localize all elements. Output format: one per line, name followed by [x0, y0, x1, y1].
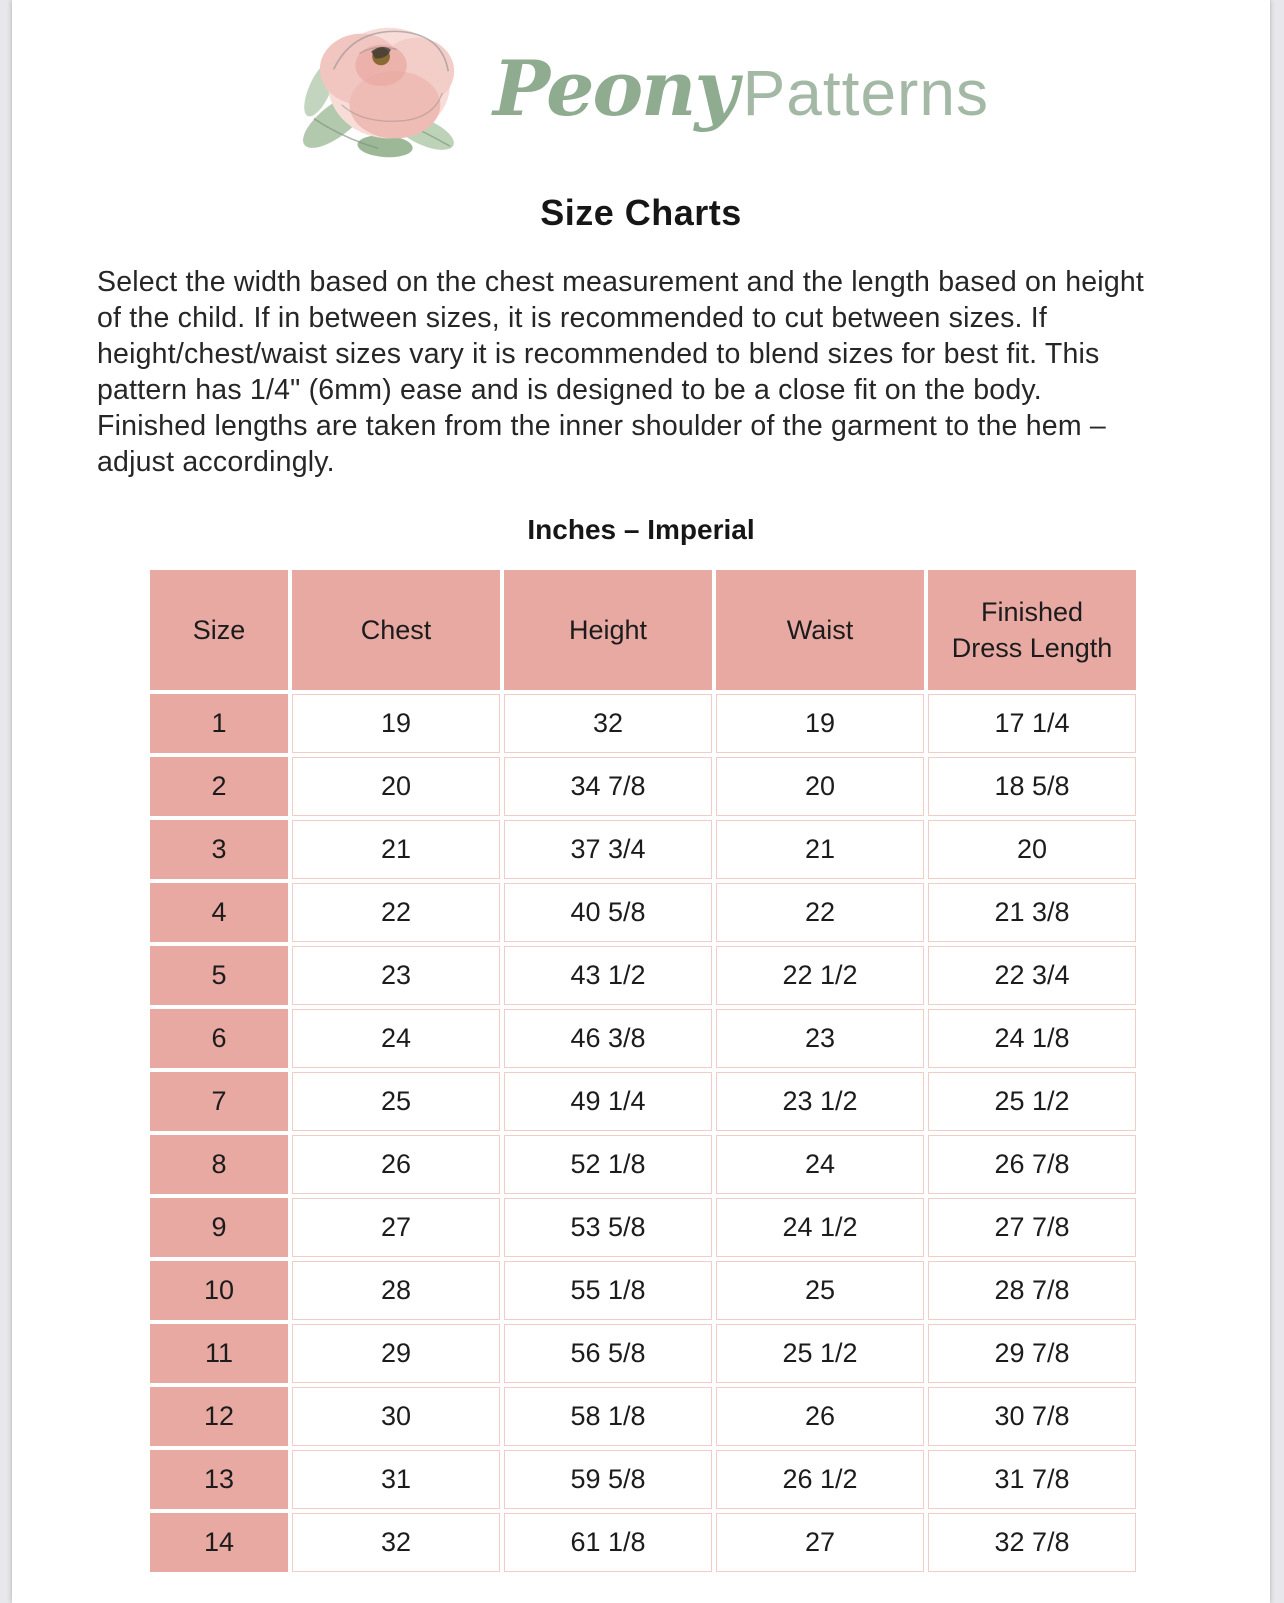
value-cell: 24 — [716, 1135, 924, 1194]
value-cell: 22 3/4 — [928, 946, 1136, 1005]
size-cell: 11 — [150, 1324, 288, 1383]
value-cell: 25 1/2 — [716, 1324, 924, 1383]
table-row — [150, 883, 1136, 942]
value-cell: 20 — [292, 757, 500, 816]
peony-flower-icon — [293, 10, 483, 168]
value-cell: 27 7/8 — [928, 1198, 1136, 1257]
value-cell: 30 — [292, 1387, 500, 1446]
value-cell: 31 — [292, 1450, 500, 1509]
column-header-finished-dress-length: Finished Dress Length — [928, 570, 1136, 690]
brand-name-patterns: Patterns — [742, 57, 989, 129]
value-cell: 22 — [716, 883, 924, 942]
value-cell: 22 1/2 — [716, 946, 924, 1005]
table-row — [150, 1009, 1136, 1068]
value-cell: 21 — [716, 820, 924, 879]
size-cell: 3 — [150, 820, 288, 879]
table-row — [150, 1198, 1136, 1257]
value-cell: 26 1/2 — [716, 1450, 924, 1509]
value-cell: 28 — [292, 1261, 500, 1320]
table-row — [150, 1450, 1136, 1509]
value-cell: 34 7/8 — [504, 757, 712, 816]
brand-name-peony: Peony — [493, 44, 737, 133]
document-page — [12, 0, 1270, 1603]
value-cell: 31 7/8 — [928, 1450, 1136, 1509]
value-cell: 17 1/4 — [928, 694, 1136, 753]
value-cell: 29 — [292, 1324, 500, 1383]
table-row — [150, 820, 1136, 879]
value-cell: 28 7/8 — [928, 1261, 1136, 1320]
value-cell: 24 1/2 — [716, 1198, 924, 1257]
column-header-waist: Waist — [716, 570, 924, 690]
table-row — [150, 694, 1136, 753]
page-title: Size Charts — [540, 192, 742, 233]
value-cell: 22 — [292, 883, 500, 942]
value-cell: 55 1/8 — [504, 1261, 712, 1320]
brand-logo — [12, 0, 1270, 172]
size-cell: 2 — [150, 757, 288, 816]
value-cell: 30 7/8 — [928, 1387, 1136, 1446]
table-row — [150, 757, 1136, 816]
value-cell: 52 1/8 — [504, 1135, 712, 1194]
value-cell: 26 — [716, 1387, 924, 1446]
value-cell: 29 7/8 — [928, 1324, 1136, 1383]
table-row — [150, 1135, 1136, 1194]
value-cell: 20 — [928, 820, 1136, 879]
value-cell: 23 — [292, 946, 500, 1005]
value-cell: 53 5/8 — [504, 1198, 712, 1257]
size-cell: 7 — [150, 1072, 288, 1131]
size-cell: 1 — [150, 694, 288, 753]
value-cell: 26 7/8 — [928, 1135, 1136, 1194]
value-cell: 46 3/8 — [504, 1009, 712, 1068]
size-cell: 9 — [150, 1198, 288, 1257]
size-cell: 4 — [150, 883, 288, 942]
value-cell: 32 — [504, 694, 712, 753]
size-cell: 6 — [150, 1009, 288, 1068]
value-cell: 56 5/8 — [504, 1324, 712, 1383]
value-cell: 32 — [292, 1513, 500, 1572]
size-cell: 10 — [150, 1261, 288, 1320]
table-row — [150, 1261, 1136, 1320]
size-cell: 14 — [150, 1513, 288, 1572]
value-cell: 40 5/8 — [504, 883, 712, 942]
column-header-chest: Chest — [292, 570, 500, 690]
value-cell: 25 1/2 — [928, 1072, 1136, 1131]
table-title: Inches – Imperial — [527, 514, 755, 545]
column-header-size: Size — [150, 570, 288, 690]
value-cell: 21 3/8 — [928, 883, 1136, 942]
value-cell: 19 — [716, 694, 924, 753]
size-cell: 8 — [150, 1135, 288, 1194]
value-cell: 25 — [292, 1072, 500, 1131]
value-cell: 26 — [292, 1135, 500, 1194]
value-cell: 59 5/8 — [504, 1450, 712, 1509]
value-cell: 21 — [292, 820, 500, 879]
value-cell: 20 — [716, 757, 924, 816]
value-cell: 23 — [716, 1009, 924, 1068]
size-cell: 5 — [150, 946, 288, 1005]
value-cell: 61 1/8 — [504, 1513, 712, 1572]
value-cell: 24 — [292, 1009, 500, 1068]
column-header-height: Height — [504, 570, 712, 690]
table-header-row — [150, 570, 1136, 690]
size-cell: 13 — [150, 1450, 288, 1509]
value-cell: 27 — [716, 1513, 924, 1572]
value-cell: 32 7/8 — [928, 1513, 1136, 1572]
value-cell: 37 3/4 — [504, 820, 712, 879]
value-cell: 58 1/8 — [504, 1387, 712, 1446]
value-cell: 18 5/8 — [928, 757, 1136, 816]
table-row — [150, 1387, 1136, 1446]
table-row — [150, 1513, 1136, 1572]
value-cell: 19 — [292, 694, 500, 753]
brand-wordmark — [493, 44, 989, 133]
value-cell: 43 1/2 — [504, 946, 712, 1005]
value-cell: 25 — [716, 1261, 924, 1320]
value-cell: 27 — [292, 1198, 500, 1257]
value-cell: 23 1/2 — [716, 1072, 924, 1131]
intro-paragraph: Select the width based on the chest measurement and the length based on height of the child. If in between sizes, it is recommended to cut between sizes. If height/chest/waist sizes vary it is recommended to blend sizes for best fit. This pattern has 1/4" (6mm) ease and is designed to be a close fit on the body. Finished lengths are taken from the inner shoulder of the garment to the hem – adjust accordingly. — [97, 266, 1145, 478]
value-cell: 49 1/4 — [504, 1072, 712, 1131]
table-row — [150, 1072, 1136, 1131]
size-chart-table — [146, 566, 1140, 1576]
table-row — [150, 1324, 1136, 1383]
table-body — [150, 694, 1136, 1572]
value-cell: 24 1/8 — [928, 1009, 1136, 1068]
table-row — [150, 946, 1136, 1005]
size-cell: 12 — [150, 1387, 288, 1446]
